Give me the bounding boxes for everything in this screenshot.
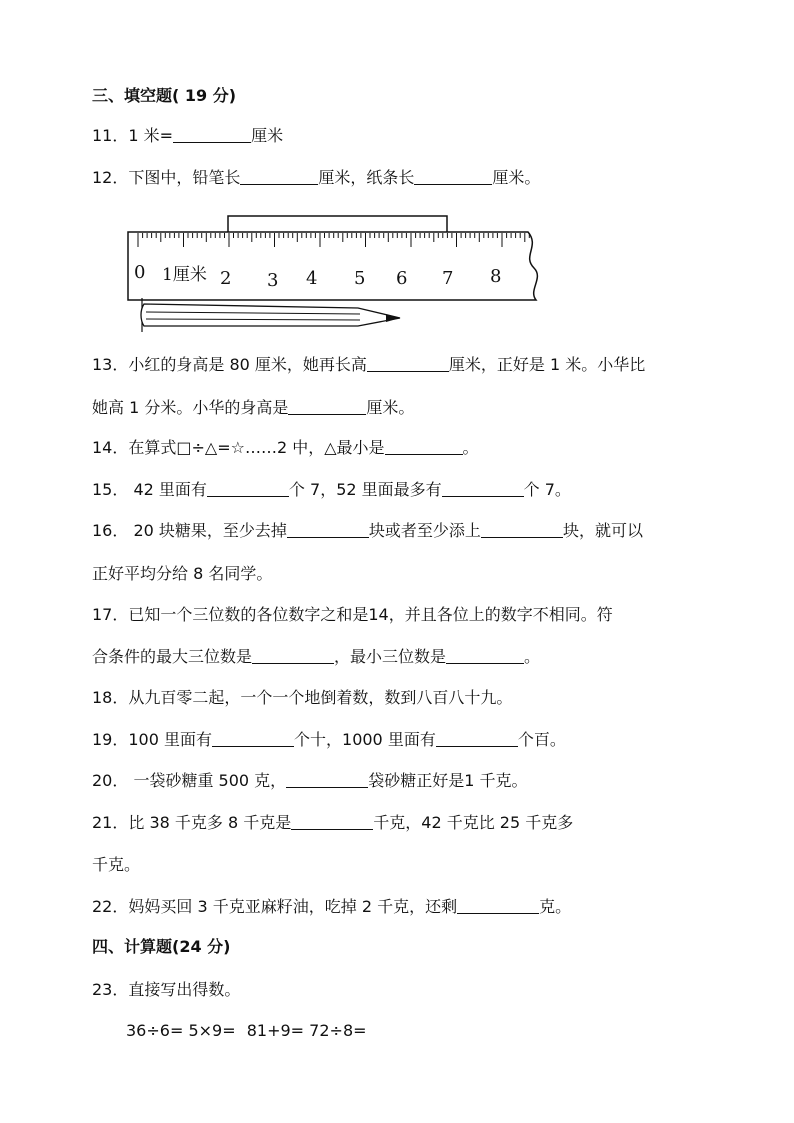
answer-blank[interactable] xyxy=(212,730,294,747)
question-17 xyxy=(92,605,613,625)
ruler-label: 6 xyxy=(396,268,408,289)
question-17-line-2 xyxy=(92,647,540,667)
answer-blank[interactable] xyxy=(367,355,449,372)
question-text: 正好平均分给 8 名同学。 xyxy=(92,564,273,583)
question-number: 20． xyxy=(92,771,129,790)
ruler-label: 1厘米 xyxy=(162,265,207,285)
question-text: 千克，42 千克比 25 千克多 xyxy=(373,813,574,832)
question-number: 16． xyxy=(92,521,129,540)
question-text: 个十，1000 里面有 xyxy=(294,730,436,749)
question-number: 11． xyxy=(92,126,129,145)
question-text: 个 7，52 里面最多有 xyxy=(288,480,442,499)
question-21 xyxy=(92,813,573,833)
question-text: 一袋砂糖重 500 克， xyxy=(128,771,287,790)
question-number: 21． xyxy=(92,813,129,832)
question-text: 克。 xyxy=(539,897,572,916)
question-22 xyxy=(92,897,571,917)
question-text: 直接写出得数。 xyxy=(128,980,241,999)
answer-blank[interactable] xyxy=(442,480,524,497)
question-text: 块或者至少添上 xyxy=(368,521,481,540)
ruler-label: 3 xyxy=(267,270,279,291)
ruler-label: 5 xyxy=(354,268,366,289)
question-18 xyxy=(92,688,512,708)
answer-blank[interactable] xyxy=(286,771,368,788)
answer-blank[interactable] xyxy=(287,521,369,538)
ruler-label: 2 xyxy=(220,268,232,289)
answer-blank[interactable] xyxy=(457,897,539,914)
answer-blank[interactable] xyxy=(446,647,524,664)
question-number: 15． xyxy=(92,480,129,499)
question-16 xyxy=(92,521,643,541)
question-text: 厘米，纸条长 xyxy=(318,168,415,187)
question-text: 块，就可以 xyxy=(562,521,643,540)
question-text: 已知一个三位数的各位数字之和是14，并且各位上的数字不相同。符 xyxy=(128,605,613,624)
question-text: 20 块糖果，至少去掉 xyxy=(128,521,287,540)
question-text: 厘米。 xyxy=(492,168,541,187)
question-13-line-2 xyxy=(92,398,414,418)
question-text: 42 里面有 xyxy=(128,480,207,499)
question-text: 在算式□÷△=☆……2 中，△最小是 xyxy=(128,438,385,457)
question-text: 厘米。 xyxy=(366,398,415,417)
answer-blank[interactable] xyxy=(436,730,518,747)
pencil xyxy=(141,298,400,332)
question-text: 从九百零二起，一个一个地倒着数，数到八百八十九。 xyxy=(128,688,513,707)
question-text: 下图中，铅笔长 xyxy=(128,168,241,187)
question-15 xyxy=(92,480,571,500)
answer-blank[interactable] xyxy=(207,480,289,497)
question-21-line-2 xyxy=(92,855,140,875)
question-text: 厘米，正好是 1 米。小华比 xyxy=(448,355,646,374)
question-12 xyxy=(92,168,540,188)
question-text: 个 7。 xyxy=(523,480,571,499)
section-3-heading: 三、填空题( 19 分) xyxy=(92,86,237,105)
ruler-figure xyxy=(124,212,544,334)
question-14 xyxy=(92,438,479,458)
calc-item: 81+9= xyxy=(246,1021,305,1040)
question-text: 。 xyxy=(524,647,541,666)
question-text: 小红的身高是 80 厘米，她再长高 xyxy=(128,355,367,374)
question-text: ，最小三位数是 xyxy=(334,647,447,666)
answer-blank[interactable] xyxy=(291,813,373,830)
question-number: 12． xyxy=(92,168,129,187)
question-number: 18． xyxy=(92,688,129,707)
ruler-label: 0 xyxy=(134,262,146,283)
question-number: 13． xyxy=(92,355,129,374)
calc-item: 5×9= xyxy=(188,1021,236,1040)
answer-blank[interactable] xyxy=(481,521,563,538)
question-13 xyxy=(92,355,645,375)
answer-blank[interactable] xyxy=(173,126,251,143)
question-text: 100 里面有 xyxy=(128,730,213,749)
answer-blank[interactable] xyxy=(385,438,463,455)
answer-blank[interactable] xyxy=(252,647,334,664)
question-text: 厘米 xyxy=(251,126,284,145)
ruler-label: 4 xyxy=(306,268,318,289)
answer-blank[interactable] xyxy=(240,168,318,185)
question-text: 妈妈买回 3 千克亚麻籽油，吃掉 2 千克，还剩 xyxy=(128,897,458,916)
answer-blank[interactable] xyxy=(288,398,366,415)
question-20 xyxy=(92,771,527,791)
question-23 xyxy=(92,980,240,1000)
question-number: 19． xyxy=(92,730,129,749)
question-19 xyxy=(92,730,566,750)
question-number: 14． xyxy=(92,438,129,457)
question-number: 23． xyxy=(92,980,129,999)
question-16-line-2 xyxy=(92,564,272,584)
question-text: 千克。 xyxy=(92,855,141,874)
calc-item: 72÷8= xyxy=(309,1021,367,1040)
calc-row xyxy=(126,1021,367,1041)
ruler-label: 8 xyxy=(490,266,502,287)
question-number: 17． xyxy=(92,605,129,624)
section-4-heading: 四、计算题(24 分) xyxy=(92,937,231,956)
question-text: 个百。 xyxy=(517,730,566,749)
calc-item: 36÷6= xyxy=(126,1021,184,1040)
question-number: 22． xyxy=(92,897,129,916)
question-text: 袋砂糖正好是1 千克。 xyxy=(368,771,528,790)
question-text: 比 38 千克多 8 千克是 xyxy=(128,813,292,832)
question-text: 。 xyxy=(462,438,479,457)
question-text: 她高 1 分米。小华的身高是 xyxy=(92,398,289,417)
answer-blank[interactable] xyxy=(414,168,492,185)
question-text: 合条件的最大三位数是 xyxy=(92,647,253,666)
question-text: 1 米= xyxy=(128,126,174,145)
ruler-label: 7 xyxy=(442,268,454,289)
question-11 xyxy=(92,126,283,146)
